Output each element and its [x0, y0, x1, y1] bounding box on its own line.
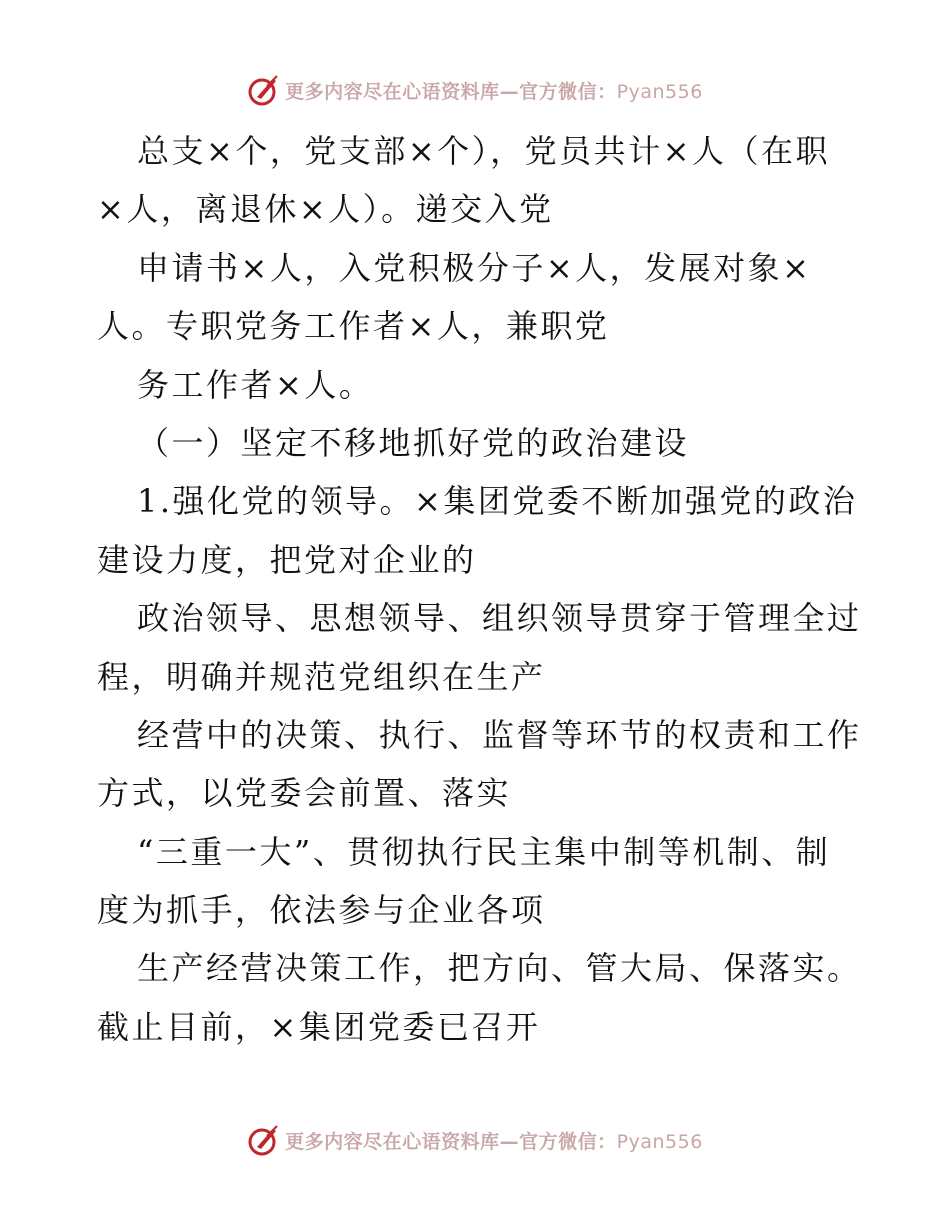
text-line: 申请书×人，入党积极分子×人，发展对象×	[137, 248, 812, 287]
text-line: ×人，离退休×人）。递交入党	[97, 190, 554, 229]
quill-circle-icon	[247, 1123, 281, 1157]
footer-watermark	[0, 1120, 950, 1160]
text-line: 经营中的决策、执行、监督等环节的权责和工作	[137, 715, 862, 754]
text-line: 程，明确并规范党组织在生产	[97, 657, 546, 696]
text-line: 方式，以党委会前置、落实	[97, 774, 512, 813]
text-line: “三重一大”、贯彻执行民主集中制等机制、制	[137, 832, 831, 871]
text-line: 人。专职党务工作者×人，兼职党	[97, 307, 610, 346]
watermark-text: 更多内容尽在心语资料库—官方微信：Pyan556	[285, 1130, 703, 1153]
text-line: 度为抓手，依法参与企业各项	[97, 891, 546, 930]
header-watermark	[0, 70, 950, 110]
text-line: 务工作者×人。	[137, 365, 374, 404]
watermark-text: 更多内容尽在心语资料库—官方微信：Pyan556	[285, 80, 703, 103]
section-heading: （一）坚定不移地抓好党的政治建设	[137, 423, 690, 462]
text-line: 建设力度，把党对企业的	[97, 540, 477, 579]
text-line: 总支×个，党支部×个），党员共计×人（在职	[137, 132, 830, 170]
text-line: 截止目前，×集团党委已召开	[97, 1007, 541, 1046]
quill-circle-icon	[247, 73, 281, 107]
text-line: 生产经营决策工作，把方向、管大局、保落实。	[137, 949, 862, 988]
text-line: 政治领导、思想领导、组织领导贯穿于管理全过	[137, 599, 862, 638]
text-line: 1.强化党的领导。×集团党委不断加强党的政治	[137, 482, 858, 521]
document-body	[97, 122, 862, 1056]
